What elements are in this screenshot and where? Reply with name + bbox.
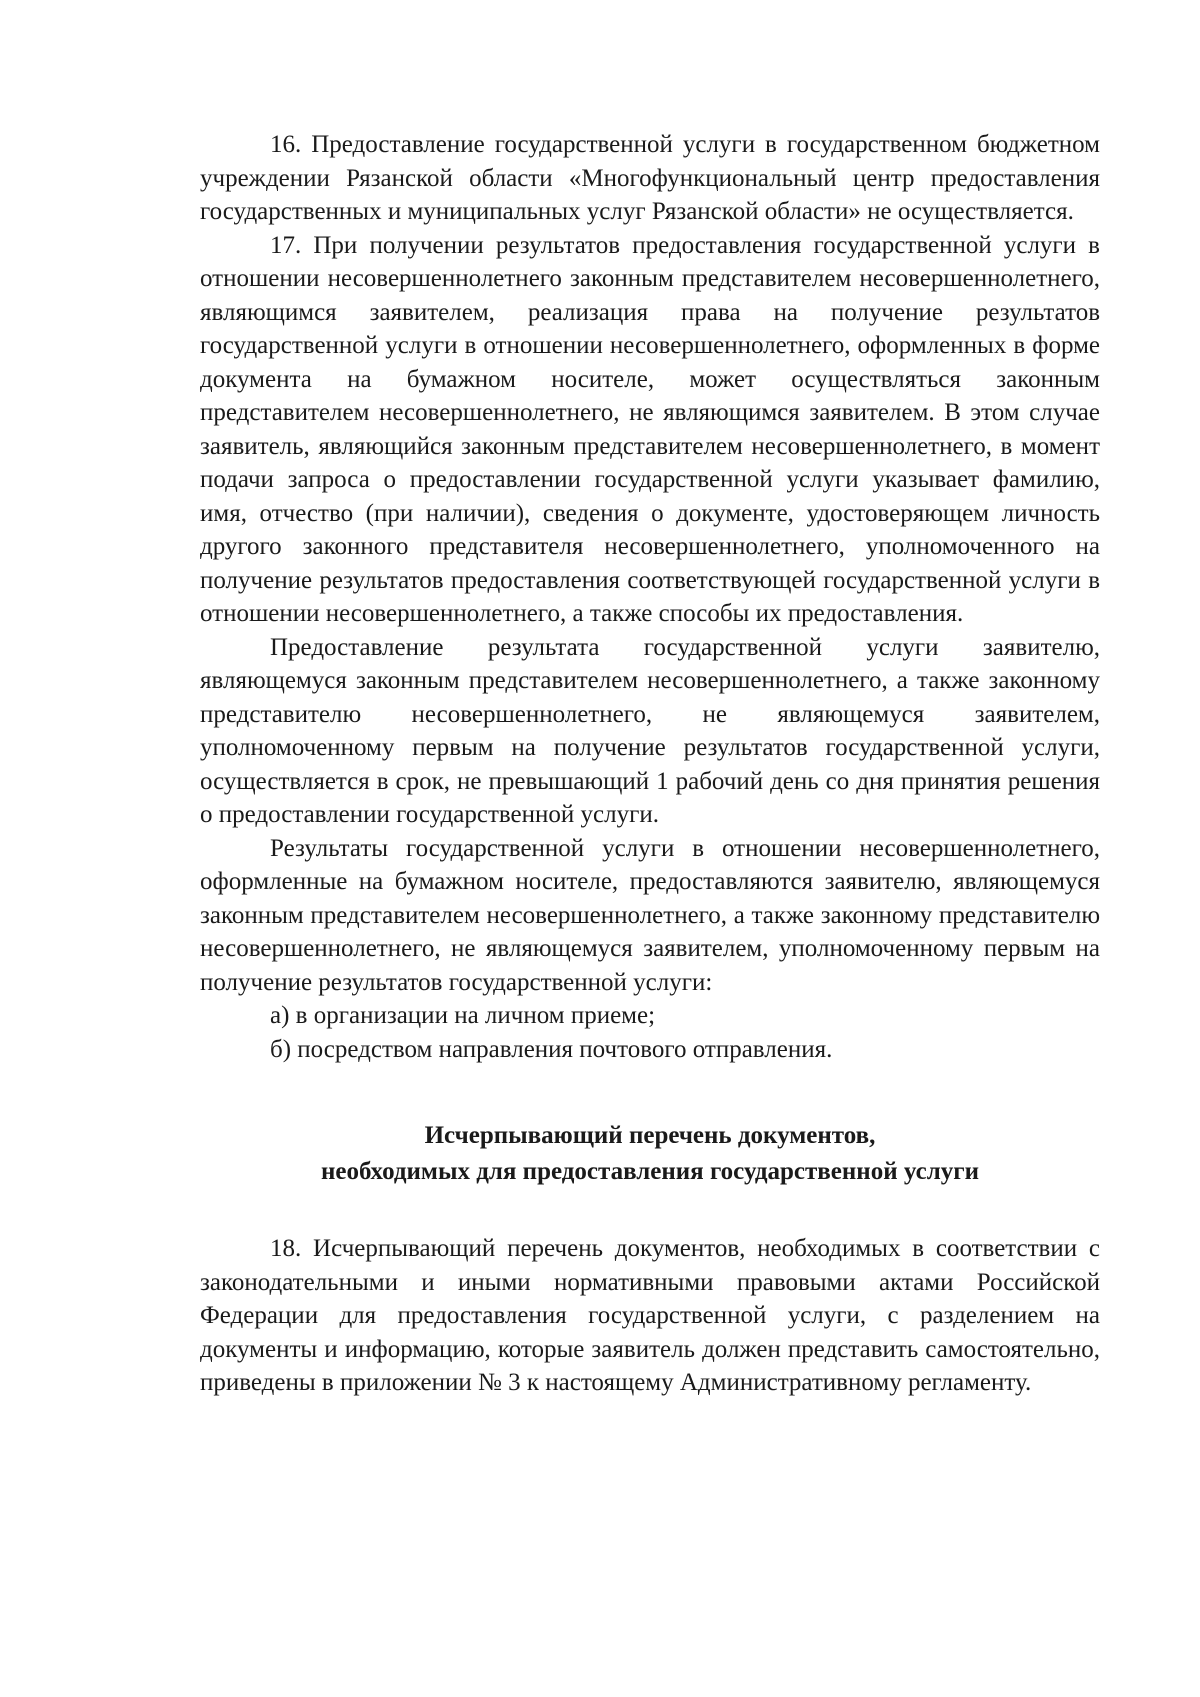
paragraph-result-delivery-paper: Результаты государственной услуги в отношении несовершеннолетнего, оформленные на бумажном носителе, предоставляются заявителю, являющемуся законным представителем несовершеннолетнего, а также законному представителю несовершеннолетнего, не являющемуся заявителем, уполномоченному первым на получение результатов государственной услуги: xyxy=(200,834,1100,996)
paragraph-18: 18. Исчерпывающий перечень документов, необходимых в соответствии с законодательными и иными нормативными правовыми актами Российской Федерации для предоставления государственной услуги, с разделением на документы и информацию, которые заявитель должен представить самостоятельно, приведены в приложении № 3 к настоящему Административному регламенту. xyxy=(200,1235,1100,1396)
paragraph-result-delivery-term: Предоставление результата государственной услуги заявителю, являющемуся законным представителем несовершеннолетнего, а также законному представителю несовершеннолетнего, не являющемуся заявителем, уполномоченному первым на получение результатов государственной услуги, осуществляется в срок, не превышающий 1 рабочий день со дня принятия решения о предоставлении государственной услуги. xyxy=(200,633,1100,828)
list-item-b: б) посредством направления почтового отправления. xyxy=(270,1035,833,1063)
document-body xyxy=(200,128,1100,1400)
section-heading-line-1: Исчерпывающий перечень документов, xyxy=(424,1122,876,1149)
paragraph-17: 17. При получении результатов предоставления государственной услуги в отношении несовершеннолетнего законным представителем несовершеннолетнего, являющимся заявителем, реализация права на получение результатов государственной услуги в отношении несовершеннолетнего, оформленных в форме документа на бумажном носителе, может осуществляться законным представителем несовершеннолетнего, не являющимся заявителем. В этом случае заявитель, являющийся законным представителем несовершеннолетнего, в момент подачи запроса о предоставлении государственной услуги указывает фамилию, имя, отчество (при наличии), сведения о документе, удостоверяющем личность другого законного представителя несовершеннолетнего, уполномоченного на получение результатов предоставления соответствующей государственной услуги в отношении несовершеннолетнего, а также способы их предоставления. xyxy=(200,231,1100,627)
list-item-a: а) в организации на личном приеме; xyxy=(270,1002,656,1029)
paragraph-16: 16. Предоставление государственной услуги в государственном бюджетном учреждении Рязанской области «Многофункциональный центр предоставления государственных и муниципальных услуг Рязанской области» не осуществляется. xyxy=(200,131,1100,225)
section-heading-line-2: необходимых для предоставления государственной услуги xyxy=(321,1158,979,1185)
section-heading xyxy=(200,1118,1100,1190)
